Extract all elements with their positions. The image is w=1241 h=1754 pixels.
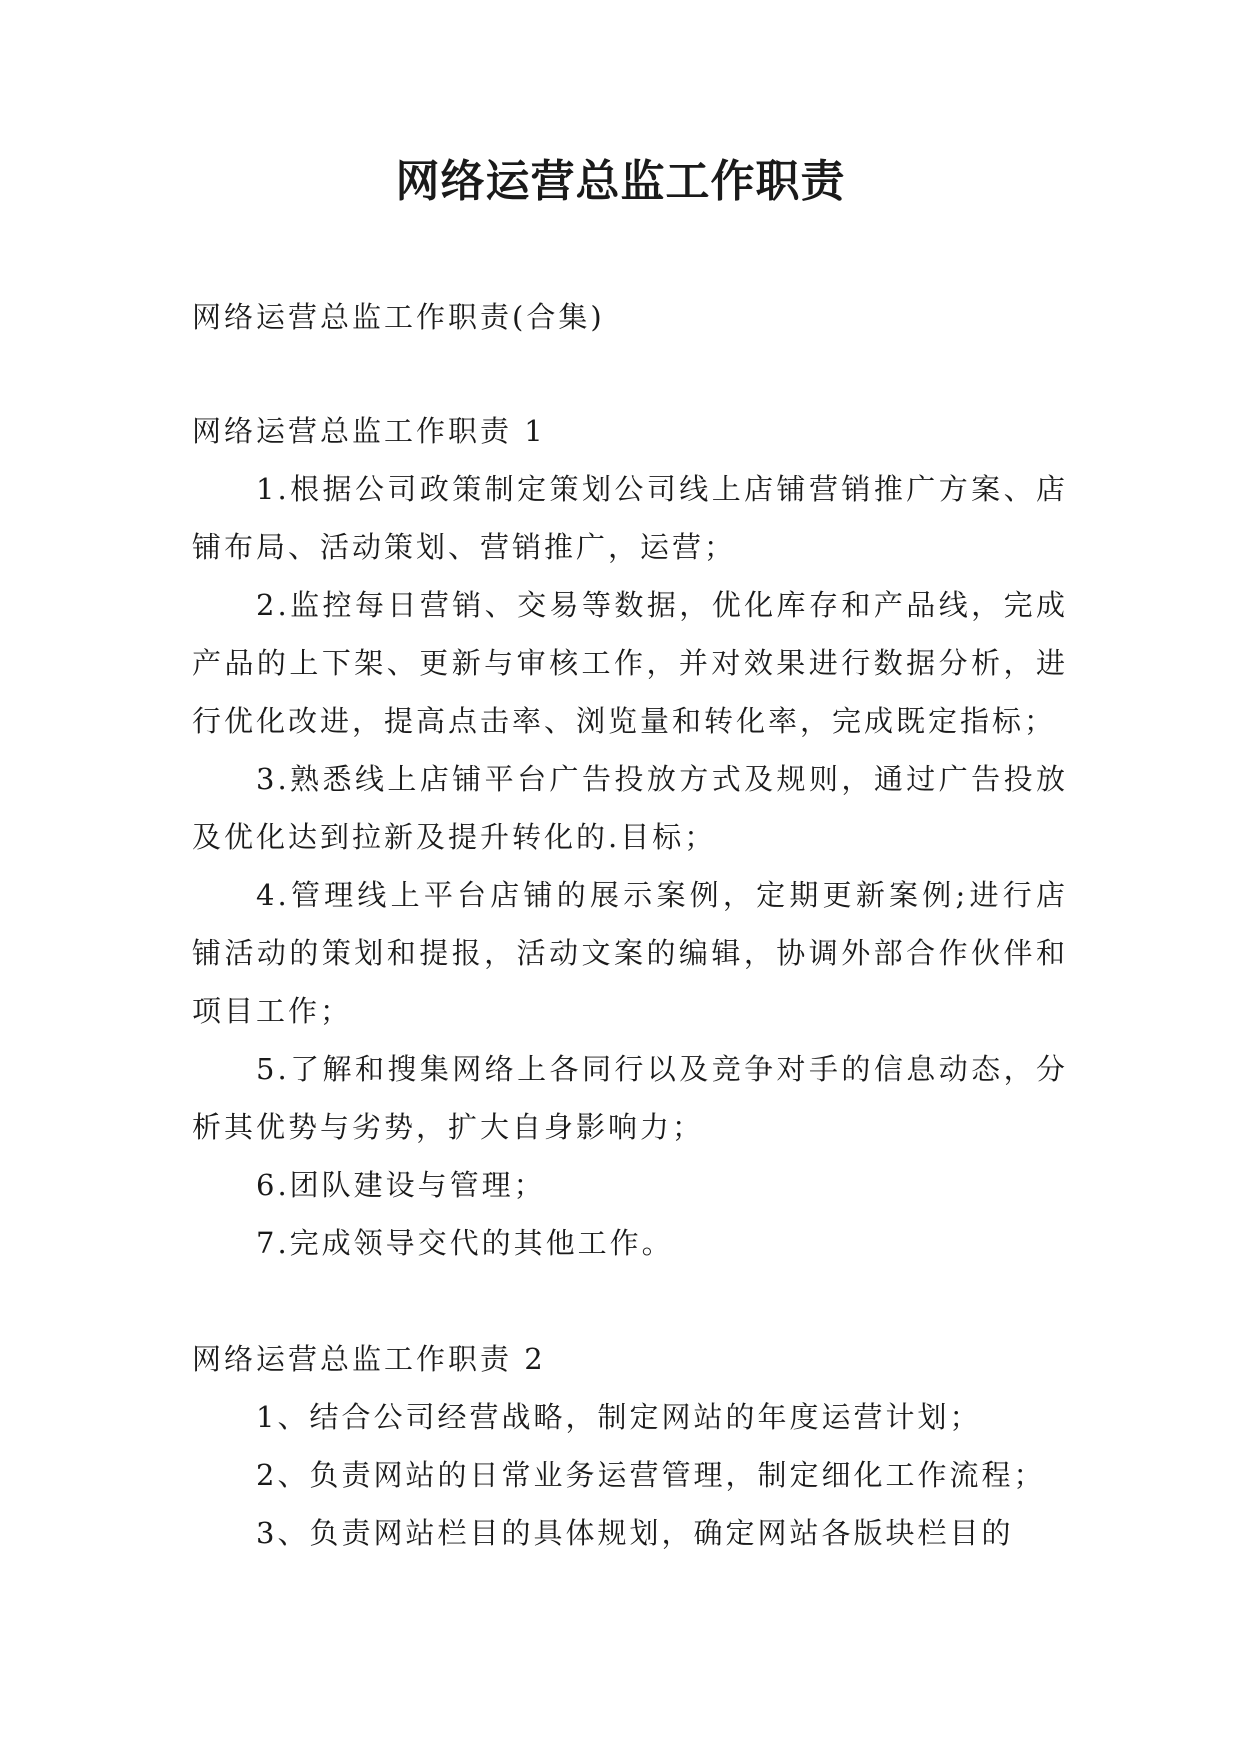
- list-item: 1、结合公司经营战略，制定网站的年度运营计划；: [256, 1400, 982, 1434]
- section-2-list: [192, 1388, 1068, 1562]
- list-item: 4.管理线上平台店铺的展示案例，定期更新案例;进行店铺活动的策划和提报，活动文案的编辑，协调外部合作伙伴和项目工作；: [192, 878, 1068, 1028]
- list-item: 1.根据公司政策制定策划公司线上店铺营销推广方案、店铺布局、活动策划、营销推广，运营；: [192, 472, 1068, 564]
- list-item: 3.熟悉线上店铺平台广告投放方式及规则，通过广告投放及优化达到拉新及提升转化的.目标；: [192, 762, 1068, 854]
- section-1-list: [192, 460, 1068, 1272]
- document-title: 网络运营总监工作职责: [395, 156, 846, 207]
- document-subtitle: 网络运营总监工作职责(合集): [192, 300, 605, 334]
- list-item: 5.了解和搜集网络上各同行以及竞争对手的信息动态，分析其优势与劣势，扩大自身影响力；: [192, 1052, 1068, 1144]
- section-heading-1: 网络运营总监工作职责 1: [192, 414, 546, 448]
- list-item: 2、负责网站的日常业务运营管理，制定细化工作流程；: [256, 1458, 1046, 1492]
- section-heading-2: 网络运营总监工作职责 2: [192, 1342, 546, 1376]
- list-item: 3、负责网站栏目的具体规划，确定网站各版块栏目的: [256, 1516, 1014, 1550]
- list-item: 2.监控每日营销、交易等数据，优化库存和产品线，完成产品的上下架、更新与审核工作，并对效果进行数据分析，进行优化改进，提高点击率、浏览量和转化率，完成既定指标；: [192, 588, 1068, 738]
- list-item: 6.团队建设与管理；: [256, 1168, 546, 1202]
- list-item: 7.完成领导交代的其他工作。: [256, 1226, 674, 1260]
